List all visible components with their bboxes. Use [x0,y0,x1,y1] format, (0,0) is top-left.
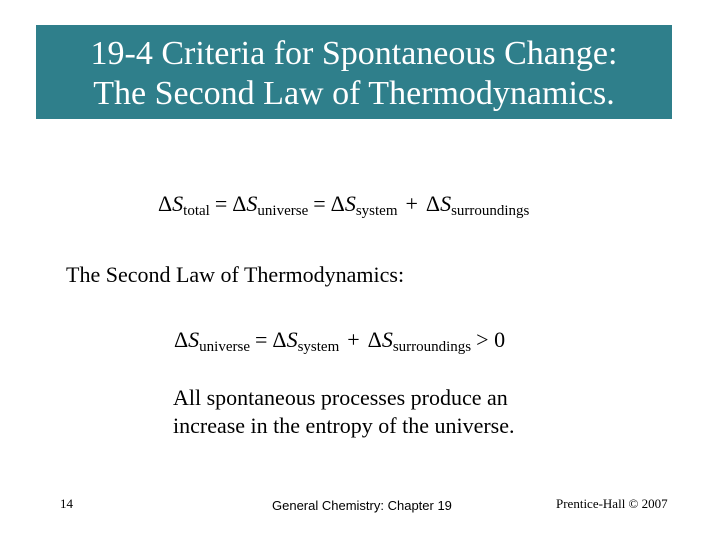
subscript-surroundings: surroundings [451,203,530,219]
footer-copyright: Prentice-Hall © 2007 [556,496,668,511]
entropy-symbol: S [344,191,356,216]
plus-sign: + [347,327,360,352]
entropy-symbol: S [286,327,298,352]
second-law-heading: The Second Law of Thermodynamics: [66,262,405,287]
delta-symbol: Δ [367,327,382,352]
delta-symbol: Δ [158,191,173,216]
subscript-universe: universe [199,339,250,355]
spontaneity-statement [173,384,514,440]
subscript-system: system [297,339,340,355]
slide-title-line-1: 19-4 Criteria for Spontaneous Change: [90,35,618,72]
entropy-symbol: S [246,191,258,216]
plus-sign: + [405,191,418,216]
entropy-symbol: S [440,191,452,216]
statement-line-1: All spontaneous processes produce an [173,385,508,410]
entropy-symbol: S [381,327,393,352]
slide-title-line-2: The Second Law of Thermodynamics. [93,75,615,112]
greater-than-zero: > 0 [476,327,506,352]
delta-symbol: Δ [330,191,345,216]
equals-sign: = [254,327,268,352]
slide-title-banner [36,25,672,119]
subscript-system: system [355,203,398,219]
entropy-symbol: S [172,191,184,216]
subscript-surroundings: surroundings [392,339,472,355]
delta-symbol: Δ [272,327,287,352]
subscript-total: total [183,203,210,219]
delta-symbol: Δ [232,191,247,216]
equals-sign: = [214,191,228,216]
equals-sign: = [313,191,326,216]
subscript-universe: universe [257,203,309,219]
footer-course-title: General Chemistry: Chapter 19 [272,498,452,513]
slide-page-number: 14 [60,496,73,511]
delta-symbol: Δ [174,327,189,352]
statement-line-2: increase in the entropy of the universe. [173,413,515,438]
delta-symbol: Δ [425,191,441,216]
entropy-symbol: S [188,327,200,352]
entropy-total-equation [158,191,529,217]
second-law-equation [174,327,510,353]
